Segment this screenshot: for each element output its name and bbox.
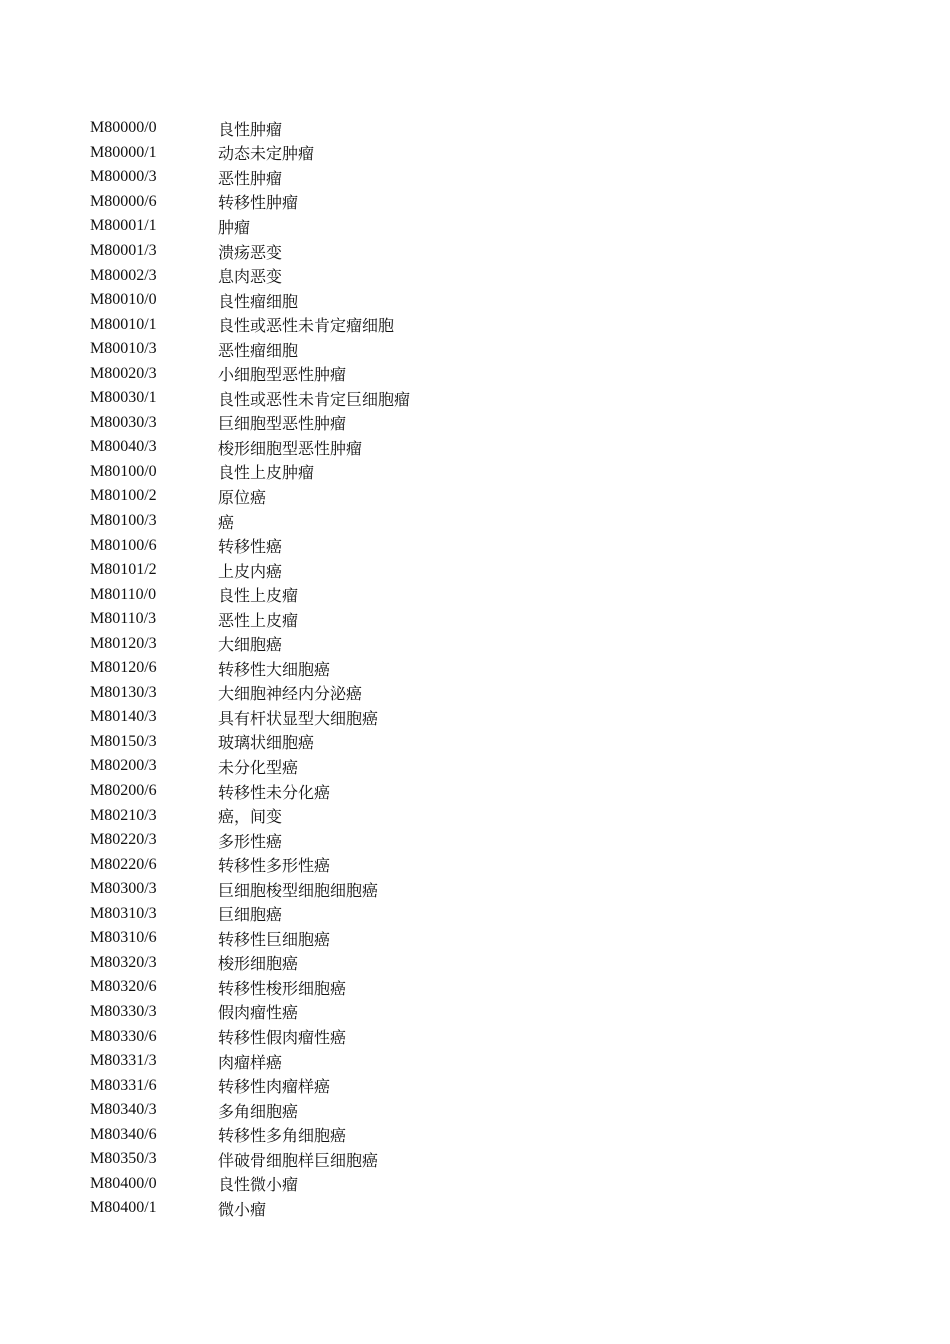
list-item [90,386,410,411]
entry-description: 未分化型癌 [218,757,299,777]
entry-description: 良性肿瘤 [218,119,283,139]
list-item [90,828,410,853]
list-item [90,411,410,436]
entry-code: M80120/6 [90,659,157,677]
entry-code: M80220/3 [90,831,157,849]
entry-code: M80330/6 [90,1027,157,1045]
list-item [90,239,410,264]
entry-description: 良性或恶性未肯定瘤细胞 [218,316,395,336]
entry-description: 癌，间变 [218,807,283,827]
entry-description: 溃疡恶变 [218,242,283,262]
entry-code: M80300/3 [90,880,157,898]
entry-code: M80140/3 [90,708,157,726]
entry-code: M80100/3 [90,512,157,530]
list-item [90,951,410,976]
entry-code: M80020/3 [90,364,157,382]
entry-code: M80010/1 [90,315,157,333]
list-item [90,288,410,313]
entry-code: M80331/6 [90,1076,157,1094]
list-item [90,1147,410,1172]
entry-description: 转移性癌 [218,537,283,557]
entry-description: 多角细胞癌 [218,1101,299,1121]
entry-description: 玻璃状细胞癌 [218,733,315,753]
entry-description: 大细胞神经内分泌癌 [218,684,363,704]
list-item [90,460,410,485]
list-item [90,116,410,141]
list-item [90,484,410,509]
entry-code: M80001/3 [90,242,157,259]
entry-description: 上皮内癌 [218,561,283,581]
list-item [90,705,410,730]
entry-description: 大细胞癌 [218,635,283,655]
entry-description: 转移性多角细胞癌 [218,1126,347,1146]
entry-description: 转移性未分化癌 [218,782,331,802]
entry-description: 伴破骨细胞样巨细胞癌 [218,1150,379,1170]
list-item [90,975,410,1000]
list-item [90,361,410,386]
entry-code: M80400/1 [90,1199,157,1217]
entry-description: 梭形细胞型恶性肿瘤 [218,438,363,458]
entry-description: 肉瘤样癌 [218,1052,283,1072]
entry-description: 多形性癌 [218,831,283,851]
entry-description: 良性上皮肿瘤 [218,463,315,483]
entry-code: M80320/3 [90,953,157,971]
entry-description: 转移性巨细胞癌 [218,929,331,949]
list-item [90,730,410,755]
entry-code: M80010/0 [90,291,157,309]
entry-code: M80040/3 [90,438,157,456]
entry-code: M80340/6 [90,1125,157,1143]
entry-description: 小细胞型恶性肿瘤 [218,365,347,385]
entry-description: 恶性肿瘤 [218,168,283,188]
entry-code: M80000/1 [90,143,157,161]
entry-code: M80100/2 [90,487,157,505]
list-item [90,852,410,877]
list-item [90,263,410,288]
list-item [90,754,410,779]
entry-code: M80220/6 [90,855,157,873]
entry-code: M80000/0 [90,119,157,137]
entry-description: 转移性肉瘤样癌 [218,1077,331,1097]
entry-description: 息肉恶变 [218,267,283,287]
entry-code: M80200/3 [90,757,157,775]
list-item [90,558,410,583]
entry-description: 良性上皮瘤 [218,586,299,606]
entry-code: M80000/3 [90,168,157,186]
entry-code: M80001/1 [90,217,157,235]
list-item [90,141,410,166]
list-item [90,582,410,607]
entry-description: 转移性假肉瘤性癌 [218,1028,347,1047]
entry-description: 转移性梭形细胞癌 [218,978,347,998]
list-item [90,803,410,828]
list-item [90,533,410,558]
entry-code: M80101/2 [90,561,157,579]
entry-description: 恶性上皮瘤 [218,610,299,630]
entry-code: M80110/3 [90,610,157,628]
list-item [90,607,410,632]
list-item [90,1172,410,1197]
entry-code: M80000/6 [90,192,157,210]
list-item [90,312,410,337]
list-item [90,337,410,362]
entry-description: 良性瘤细胞 [218,291,299,311]
entry-description: 良性或恶性未肯定巨细胞瘤 [218,389,411,409]
list-item [90,631,410,656]
entry-description: 肿瘤 [218,217,251,237]
entry-description: 具有杆状显型大细胞癌 [218,708,379,728]
list-item [90,214,410,239]
entry-description: 梭形细胞癌 [218,954,299,974]
entry-description: 癌 [218,512,235,532]
list-item [90,902,410,927]
list-item [90,435,410,460]
entry-code: M80330/3 [90,1002,157,1020]
entry-description: 假肉瘤性癌 [218,1003,299,1023]
list-item [90,1122,410,1147]
entry-code: M80100/6 [90,536,157,554]
list-item [90,656,410,681]
entry-code: M80010/3 [90,340,157,358]
entry-description: 动态未定肿瘤 [218,144,315,164]
list-item [90,1196,410,1221]
list-item [90,681,410,706]
list-item [90,779,410,804]
list-item [90,877,410,902]
entry-code: M80030/3 [90,413,157,431]
entry-description: 微小瘤 [218,1199,267,1219]
entry-code: M80340/3 [90,1101,157,1119]
entry-description: 良性微小瘤 [218,1175,299,1195]
entry-description: 转移性肿瘤 [218,193,299,213]
code-list [90,116,410,1221]
entry-code: M80100/0 [90,462,157,480]
entry-code: M80310/3 [90,904,157,922]
list-item [90,926,410,951]
entry-code: M80110/0 [90,585,157,603]
entry-code: M80150/3 [90,732,157,750]
entry-code: M80200/6 [90,782,157,800]
list-item [90,1024,410,1049]
entry-description: 巨细胞型恶性肿瘤 [218,414,347,434]
entry-code: M80130/3 [90,683,157,701]
entry-description: 原位癌 [218,487,267,507]
entry-code: M80400/0 [90,1174,157,1192]
list-item [90,1073,410,1098]
entry-description: 巨细胞癌 [218,905,283,925]
list-item [90,190,410,215]
list-item [90,1049,410,1074]
list-item [90,165,410,190]
entry-code: M80310/6 [90,929,157,947]
entry-code: M80002/3 [90,266,157,284]
entry-code: M80350/3 [90,1150,157,1168]
entry-code: M80210/3 [90,806,157,824]
list-item [90,1000,410,1025]
entry-code: M80320/6 [90,978,157,996]
list-item [90,1098,410,1123]
entry-description: 转移性多形性癌 [218,856,331,876]
entry-description: 恶性瘤细胞 [218,340,299,360]
entry-code: M80331/3 [90,1052,157,1070]
entry-code: M80030/1 [90,389,157,407]
entry-description: 转移性大细胞癌 [218,659,331,679]
entry-code: M80120/3 [90,634,157,652]
list-item [90,509,410,534]
entry-description: 巨细胞梭型细胞细胞癌 [218,880,379,900]
